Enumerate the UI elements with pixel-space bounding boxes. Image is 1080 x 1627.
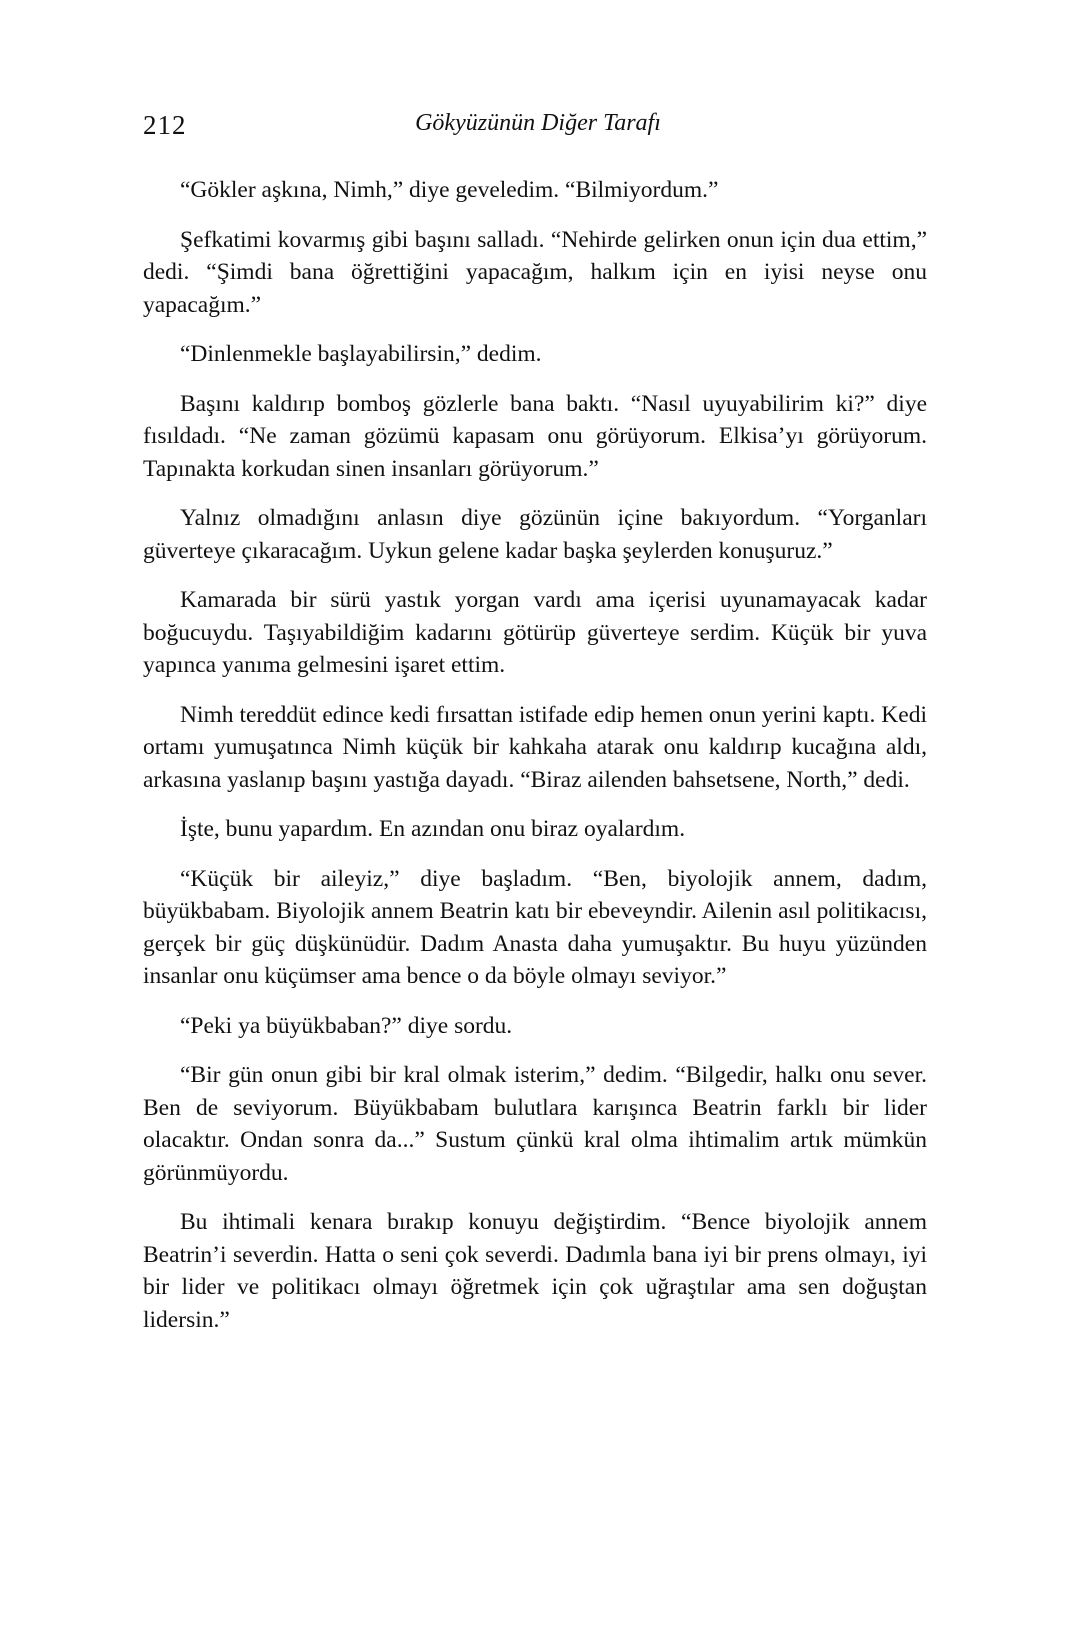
paragraph: İşte, bunu yapardım. En azından onu biraz oyalardım. <box>180 816 686 842</box>
paragraph: Kamarada bir sürü yastık yorgan vardı ama içerisi uyunamayacak kadar boğucuydu. Taşıyabildiğim kadarını götürüp güverteye serdim. Küçük bir yuva yapınca yanıma gelmesini işaret ettim. <box>143 587 927 678</box>
paragraph: Yalnız olmadığını anlasın diye gözünün içine bakıyordum. “Yorganları güverteye çıkaracağım. Uykun gelene kadar başka şeylerden konuşuruz.” <box>143 505 927 564</box>
page-number: 212 <box>143 110 187 140</box>
page-header <box>143 110 933 150</box>
paragraph: “Bir gün onun gibi bir kral olmak isterim,” dedim. “Bilgedir, halkı onu sever. Ben de seviyorum. Büyükbabam bulutlara karışınca Beatrin farklı bir lider olacaktır. Ondan sonra da...” Sustum çünkü kral olma ihtimalim artık mümkün görünmüyordu. <box>143 1062 927 1186</box>
paragraph: Şefkatimi kovarmış gibi başını salladı. “Nehirde gelirken onun için dua ettim,” dedi. “Şimdi bana öğrettiğini yapacağım, halkım için en iyisi neyse onu yapacağım.” <box>143 226 927 318</box>
paragraph: Bu ihtimali kenara bırakıp konuyu değiştirdim. “Bence biyolojik annem Beatrin’i severdin. Hatta o seni çok severdi. Dadımla bana iyi bir prens olmayı, iyi bir lider ve politikacı olmayı öğretmek için çok uğraştılar ama sen doğuştan lidersin.” <box>143 1209 927 1333</box>
paragraph: Nimh tereddüt edince kedi fırsattan istifade edip hemen onun yerini kaptı. Kedi ortamı yumuşatınca Nimh küçük bir kahkaha atarak onu kaldırıp kucağına aldı, arkasına yaslanıp başını yastığa dayadı. “Biraz ailenden bahsetsene, North,” dedi. <box>143 701 927 793</box>
paragraph: “Peki ya büyükbaban?” diye sordu. <box>180 1012 513 1039</box>
paragraph: “Küçük bir aileyiz,” diye başladım. “Ben, biyolojik annem, dadım, büyükbabam. Biyolojik annem Beatrin katı bir ebeveyndir. Ailenin asıl politikacısı, gerçek bir güç düşkünüdür. Dadım Anasta daha yumuşaktır. Bu huyu yüzünden insanlar onu küçümser ama bence o da böyle olmayı seviyor.” <box>143 865 927 989</box>
paragraph: “Gökler aşkına, Nimh,” diye geveledim. “Bilmiyordum.” <box>180 177 719 203</box>
paragraph: Başını kaldırıp bomboş gözlerle bana baktı. “Nasıl uyuyabilirim ki?” diye fısıldadı. “Ne zaman gözümü kapasam onu görüyorum. Elkisa’yı görüyorum. Tapınakta korkudan sinen insanları görüyorum.” <box>143 390 927 482</box>
paragraph: “Dinlenmekle başlayabilirsin,” dedim. <box>180 341 542 367</box>
running-title: Gökyüzünün Diğer Tarafı <box>415 110 661 136</box>
body-text <box>143 174 927 1336</box>
